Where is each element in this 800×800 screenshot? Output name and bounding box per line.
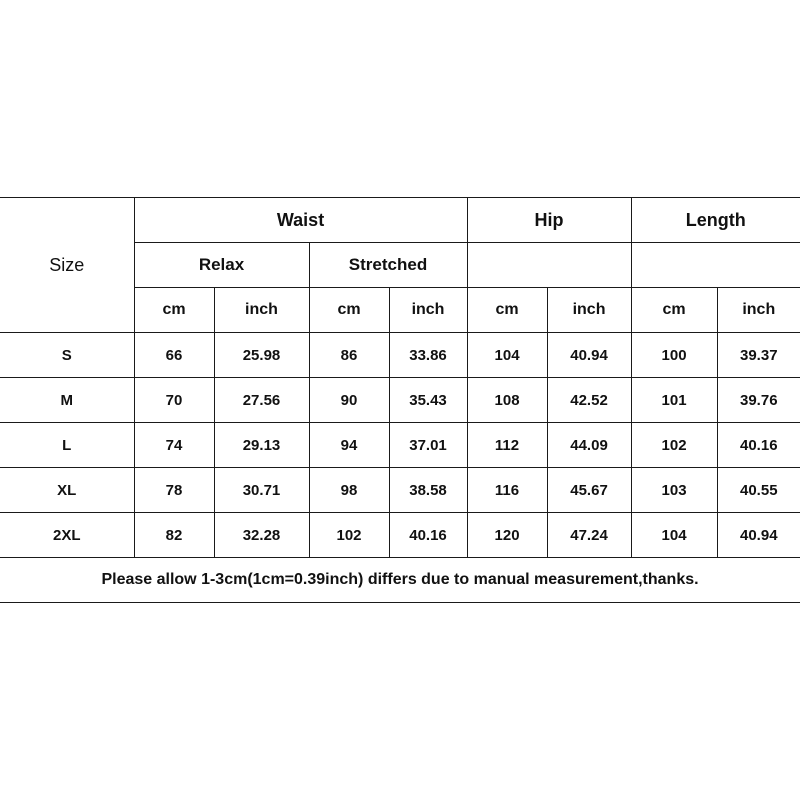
value-cell: 35.43 — [389, 378, 467, 423]
table-row — [0, 378, 800, 423]
value-cell: 70 — [134, 378, 214, 423]
value-cell: 29.13 — [214, 423, 309, 468]
size-cell: S — [0, 333, 134, 378]
value-cell: 98 — [309, 468, 389, 513]
table-row — [0, 423, 800, 468]
table-row — [0, 468, 800, 513]
value-cell: 27.56 — [214, 378, 309, 423]
header-row-groups — [0, 198, 800, 243]
value-cell: 38.58 — [389, 468, 467, 513]
size-cell: L — [0, 423, 134, 468]
note-row — [0, 558, 800, 603]
value-cell: 39.76 — [717, 378, 800, 423]
value-cell: 39.37 — [717, 333, 800, 378]
value-cell: 66 — [134, 333, 214, 378]
value-cell: 102 — [631, 423, 717, 468]
value-cell: 42.52 — [547, 378, 631, 423]
unit-header: inch — [547, 288, 631, 333]
value-cell: 103 — [631, 468, 717, 513]
value-cell: 30.71 — [214, 468, 309, 513]
hip-header: Hip — [467, 198, 631, 243]
length-subheader-empty — [631, 243, 800, 288]
value-cell: 40.16 — [389, 513, 467, 558]
value-cell: 32.28 — [214, 513, 309, 558]
value-cell: 90 — [309, 378, 389, 423]
relax-header: Relax — [134, 243, 309, 288]
size-chart-table — [0, 197, 800, 603]
measurement-note: Please allow 1-3cm(1cm=0.39inch) differs due to manual measurement,thanks. — [0, 558, 800, 603]
size-header: Size — [0, 198, 134, 333]
value-cell: 86 — [309, 333, 389, 378]
value-cell: 82 — [134, 513, 214, 558]
value-cell: 25.98 — [214, 333, 309, 378]
value-cell: 102 — [309, 513, 389, 558]
value-cell: 100 — [631, 333, 717, 378]
stretched-header: Stretched — [309, 243, 467, 288]
value-cell: 33.86 — [389, 333, 467, 378]
unit-header: cm — [467, 288, 547, 333]
unit-header: inch — [717, 288, 800, 333]
value-cell: 108 — [467, 378, 547, 423]
value-cell: 45.67 — [547, 468, 631, 513]
length-header: Length — [631, 198, 800, 243]
size-cell: XL — [0, 468, 134, 513]
unit-header: inch — [214, 288, 309, 333]
unit-header: inch — [389, 288, 467, 333]
value-cell: 40.94 — [717, 513, 800, 558]
value-cell: 74 — [134, 423, 214, 468]
value-cell: 104 — [631, 513, 717, 558]
size-cell: M — [0, 378, 134, 423]
value-cell: 40.16 — [717, 423, 800, 468]
unit-header: cm — [631, 288, 717, 333]
value-cell: 101 — [631, 378, 717, 423]
value-cell: 40.94 — [547, 333, 631, 378]
value-cell: 37.01 — [389, 423, 467, 468]
unit-header: cm — [134, 288, 214, 333]
value-cell: 112 — [467, 423, 547, 468]
value-cell: 78 — [134, 468, 214, 513]
waist-header: Waist — [134, 198, 467, 243]
hip-subheader-empty — [467, 243, 631, 288]
value-cell: 94 — [309, 423, 389, 468]
unit-header: cm — [309, 288, 389, 333]
value-cell: 44.09 — [547, 423, 631, 468]
value-cell: 116 — [467, 468, 547, 513]
value-cell: 104 — [467, 333, 547, 378]
value-cell: 120 — [467, 513, 547, 558]
value-cell: 47.24 — [547, 513, 631, 558]
size-cell: 2XL — [0, 513, 134, 558]
table-row — [0, 513, 800, 558]
table-row — [0, 333, 800, 378]
value-cell: 40.55 — [717, 468, 800, 513]
